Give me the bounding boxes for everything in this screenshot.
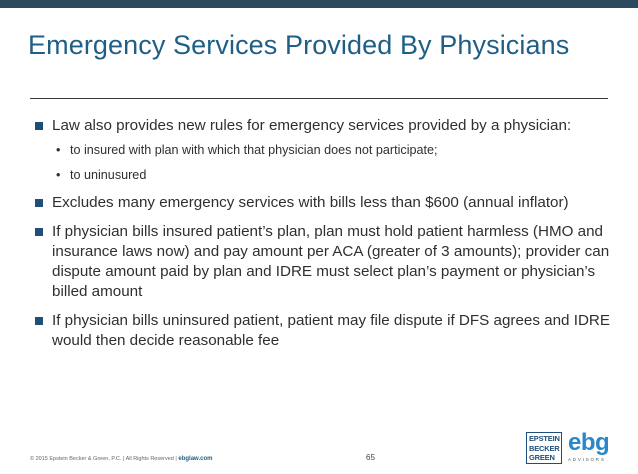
copyright-text: © 2015 Epstein Becker & Green, P.C. | All Rights Reserved | [30,456,177,462]
sub-bullet-item [56,142,624,159]
bullet-text: Excludes many emergency services with bills less than $600 (annual inflator) [52,194,569,211]
ebg-logo-tagline: ADVISORS [568,457,606,462]
dot-bullet-icon: • [56,143,61,157]
square-bullet-icon [35,228,43,236]
bullet-text: If physician bills insured patient’s plan, plan must hold patient harmless (HMO and insurance laws now) and pay amount per ACA (greater of 3 amounts); provider can dispute amount paid by plan and IDRE must select plan’s payment or physician’s billed amount [52,223,610,300]
dot-bullet-icon: • [56,168,61,182]
square-bullet-icon [35,199,43,207]
bullet-text: Law also provides new rules for emergency services provided by a physician: [52,117,572,134]
bullet-item [34,116,624,184]
sub-bullet-text: to uninusured [70,168,147,182]
logo-line: GREEN [529,453,555,462]
logo-line: BECKER [529,443,560,453]
page-number: 65 [366,453,375,462]
bullet-item [34,311,624,351]
top-accent-bar [0,0,638,8]
square-bullet-icon [35,122,43,130]
slide-title: Emergency Services Provided By Physicians [28,30,570,60]
bullet-item [34,222,624,302]
sub-bullet-list [56,142,624,184]
ebg-advisors-logo [568,430,626,466]
sub-bullet-item [56,167,624,184]
footer-url-link[interactable]: ebglaw.com [178,456,213,462]
footer-copyright [30,456,212,462]
epstein-becker-green-logo [526,432,562,464]
square-bullet-icon [35,317,43,325]
bullet-list [34,116,624,360]
logo-line: EPSTEIN [529,434,560,443]
ebg-logo-mark: ebg [568,429,610,456]
bullet-text: If physician bills uninsured patient, patient may file dispute if DFS agrees and IDRE would then decide reasonable fee [52,312,611,349]
sub-bullet-text: to insured with plan with which that physician does not participate; [70,143,438,157]
title-divider [30,98,608,99]
bullet-item [34,193,624,213]
